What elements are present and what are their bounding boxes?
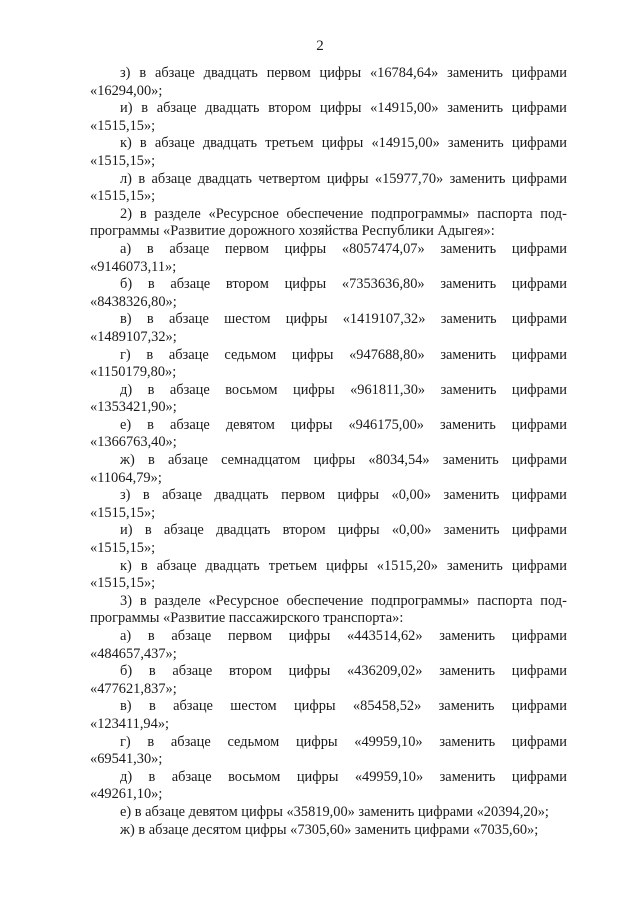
amendment-item bbox=[90, 522, 567, 557]
amendment-item-first-line: л) в абзаце двадцать четвертом цифры «15977,70» заменить цифрами bbox=[120, 170, 567, 187]
amendment-item bbox=[90, 311, 567, 346]
amendment-item-first-line: и) в абзаце двадцать втором цифры «0,00» заменить цифрами bbox=[120, 522, 567, 539]
amendment-item-first-line: б) в абзаце втором цифры «436209,02» заменить цифрами bbox=[120, 663, 567, 680]
amendment-item-continuation: «69541,30»; bbox=[90, 751, 163, 768]
amendment-item-first-line: е) в абзаце девятом цифры «946175,00» заменить цифрами bbox=[120, 416, 567, 433]
amendment-item-first-line: а) в абзаце первом цифры «8057474,07» заменить цифрами bbox=[120, 240, 567, 257]
amendment-item-first-line: и) в абзаце двадцать втором цифры «14915,00» заменить цифрами bbox=[120, 100, 567, 117]
amendment-item bbox=[90, 698, 567, 733]
amendment-item bbox=[90, 487, 567, 522]
amendment-item bbox=[90, 382, 567, 417]
amendment-item-first-line: г) в абзаце седьмом цифры «49959,10» заменить цифрами bbox=[120, 733, 567, 750]
amendment-item-continuation: программы «Развитие дорожного хозяйства Республики Адыгея»: bbox=[90, 223, 495, 240]
amendment-item bbox=[90, 804, 567, 822]
amendment-item-first-line: з) в абзаце двадцать первом цифры «0,00» заменить цифрами bbox=[120, 487, 567, 504]
document-body bbox=[90, 65, 567, 839]
amendment-item-continuation: «484657,437»; bbox=[90, 645, 177, 662]
amendment-item-continuation: «1515,15»; bbox=[90, 117, 156, 134]
amendment-item-continuation: «1366763,40»; bbox=[90, 434, 177, 451]
amendment-item bbox=[90, 593, 567, 628]
amendment-item-continuation: «1515,15»; bbox=[90, 540, 156, 557]
amendment-item bbox=[90, 628, 567, 663]
amendment-item-first-line: 2) в разделе «Ресурсное обеспечение подпрограммы» паспорта под- bbox=[120, 205, 567, 222]
amendment-item-first-line: в) в абзаце шестом цифры «1419107,32» заменить цифрами bbox=[120, 311, 567, 328]
amendment-item-first-line: г) в абзаце седьмом цифры «947688,80» заменить цифрами bbox=[120, 346, 567, 363]
amendment-item bbox=[90, 206, 567, 241]
amendment-item-first-line: 3) в разделе «Ресурсное обеспечение подпрограммы» паспорта под- bbox=[120, 592, 567, 609]
amendment-item-first-line: д) в абзаце восьмом цифры «49959,10» заменить цифрами bbox=[120, 768, 567, 785]
amendment-item bbox=[90, 276, 567, 311]
amendment-item-continuation: «1515,15»; bbox=[90, 152, 156, 169]
amendment-item bbox=[90, 822, 567, 840]
amendment-item-continuation: «1515,15»; bbox=[90, 188, 156, 205]
amendment-item-continuation: «477621,837»; bbox=[90, 680, 177, 697]
amendment-item-continuation: «1515,15»; bbox=[90, 575, 156, 592]
amendment-item-continuation: «1515,15»; bbox=[90, 504, 156, 521]
amendment-item-first-line: к) в абзаце двадцать третьем цифры «14915,00» заменить цифрами bbox=[120, 135, 567, 152]
amendment-item-first-line: к) в абзаце двадцать третьем цифры «1515,20» заменить цифрами bbox=[120, 557, 567, 574]
amendment-item-continuation: «1150179,80»; bbox=[90, 364, 177, 381]
amendment-item-first-line: б) в абзаце втором цифры «7353636,80» заменить цифрами bbox=[120, 276, 567, 293]
amendment-item bbox=[90, 663, 567, 698]
amendment-item-first-line: а) в абзаце первом цифры «443514,62» заменить цифрами bbox=[120, 628, 567, 644]
amendment-item-first-line: е) в абзаце девятом цифры «35819,00» заменить цифрами «20394,20»; bbox=[120, 803, 549, 820]
amendment-item bbox=[90, 241, 567, 276]
amendment-item bbox=[90, 65, 567, 100]
amendment-item bbox=[90, 135, 567, 170]
amendment-item-continuation: «11064,79»; bbox=[90, 469, 162, 486]
amendment-item-continuation: «123411,94»; bbox=[90, 715, 170, 732]
amendment-item-continuation: «16294,00»; bbox=[90, 82, 163, 99]
amendment-item-first-line: д) в абзаце восьмом цифры «961811,30» заменить цифрами bbox=[120, 381, 567, 398]
amendment-item bbox=[90, 347, 567, 382]
amendment-item bbox=[90, 171, 567, 206]
amendment-item-continuation: «8438326,80»; bbox=[90, 293, 177, 310]
amendment-item-first-line: ж) в абзаце десятом цифры «7305,60» заменить цифрами «7035,60»; bbox=[120, 821, 539, 838]
page-number: 2 bbox=[316, 38, 324, 54]
amendment-item-continuation: «49261,10»; bbox=[90, 786, 163, 803]
amendment-item bbox=[90, 734, 567, 769]
amendment-item-continuation: «9146073,11»; bbox=[90, 258, 177, 275]
amendment-item bbox=[90, 417, 567, 452]
amendment-item-first-line: в) в абзаце шестом цифры «85458,52» заменить цифрами bbox=[120, 698, 567, 715]
amendment-item-continuation: «1353421,90»; bbox=[90, 399, 177, 416]
amendment-item-first-line: ж) в абзаце семнадцатом цифры «8034,54» заменить цифрами bbox=[120, 452, 567, 469]
amendment-item bbox=[90, 100, 567, 135]
amendment-item-first-line: з) в абзаце двадцать первом цифры «16784,64» заменить цифрами bbox=[120, 65, 567, 81]
amendment-item bbox=[90, 769, 567, 804]
amendment-item bbox=[90, 558, 567, 593]
amendment-item-continuation: программы «Развитие пассажирского транспорта»: bbox=[90, 610, 404, 627]
amendment-item bbox=[90, 452, 567, 487]
amendment-item-continuation: «1489107,32»; bbox=[90, 328, 177, 345]
